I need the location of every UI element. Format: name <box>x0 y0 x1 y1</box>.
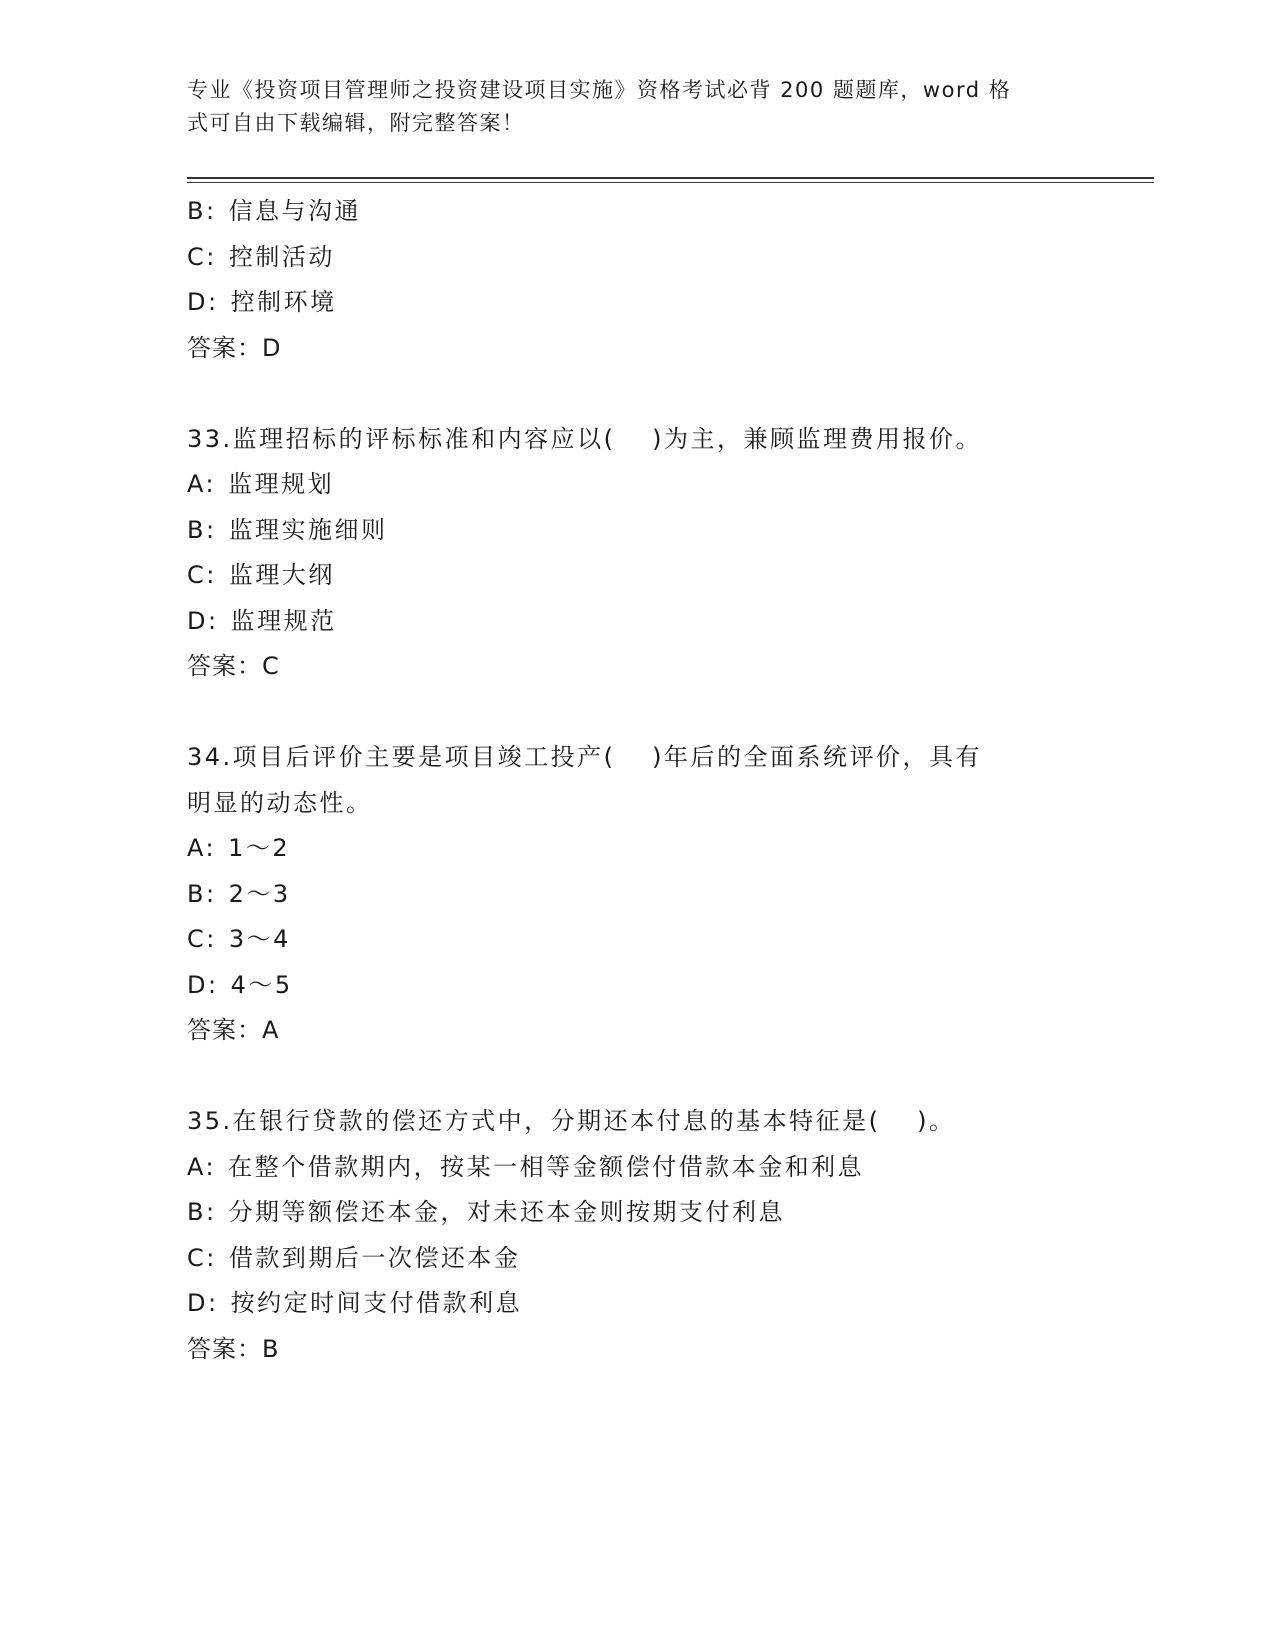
question-35 <box>187 1099 1067 1372</box>
question-34 <box>187 735 1067 1054</box>
option-a: A: 1～2 <box>187 834 291 862</box>
question-stem-continued: 明显的动态性。 <box>187 788 373 817</box>
option-d: D: 4～5 <box>187 970 293 999</box>
question-32-continued <box>187 189 1067 371</box>
answer: 答案：D <box>187 333 282 362</box>
header-line-1: 专业《投资项目管理师之投资建设项目实施》资格考试必背 200 题题库，word 格 <box>187 78 1012 102</box>
option-c: C: 监理大纲 <box>187 561 335 589</box>
answer: 答案：B <box>187 1334 280 1363</box>
option-a: A: 监理规划 <box>187 470 335 498</box>
question-stem: 35.在银行贷款的偿还方式中，分期还本付息的基本特征是( )。 <box>187 1107 956 1135</box>
question-stem: 33.监理招标的评标标准和内容应以( )为主，兼顾监理费用报价。 <box>187 424 983 453</box>
answer: 答案：C <box>187 652 280 680</box>
header-line-2: 式可自由下载编辑，附完整答案！ <box>187 111 525 135</box>
answer: 答案：A <box>187 1016 280 1044</box>
option-d: D: 按约定时间支付借款利息 <box>187 1289 523 1317</box>
option-b: B: 2～3 <box>187 879 291 908</box>
option-d: D: 监理规范 <box>187 606 337 635</box>
document-body <box>187 189 1067 1372</box>
question-33 <box>187 417 1067 690</box>
header-divider <box>187 177 1154 179</box>
document-header <box>187 74 1067 140</box>
option-b: B: 分期等额偿还本金，对未还本金则按期支付利息 <box>187 1198 786 1226</box>
option-c: C: 控制活动 <box>187 242 335 271</box>
option-c: C: 借款到期后一次偿还本金 <box>187 1243 521 1272</box>
option-b: B: 监理实施细则 <box>187 515 388 544</box>
option-b: B: 信息与沟通 <box>187 197 362 225</box>
option-d: D: 控制环境 <box>187 288 337 316</box>
option-a: A: 在整个借款期内，按某一相等金额偿付借款本金和利息 <box>187 1152 865 1181</box>
header-divider-thin <box>187 182 1154 183</box>
question-stem: 34.项目后评价主要是项目竣工投产( )年后的全面系统评价，具有 <box>187 743 983 771</box>
option-c: C: 3～4 <box>187 925 291 953</box>
